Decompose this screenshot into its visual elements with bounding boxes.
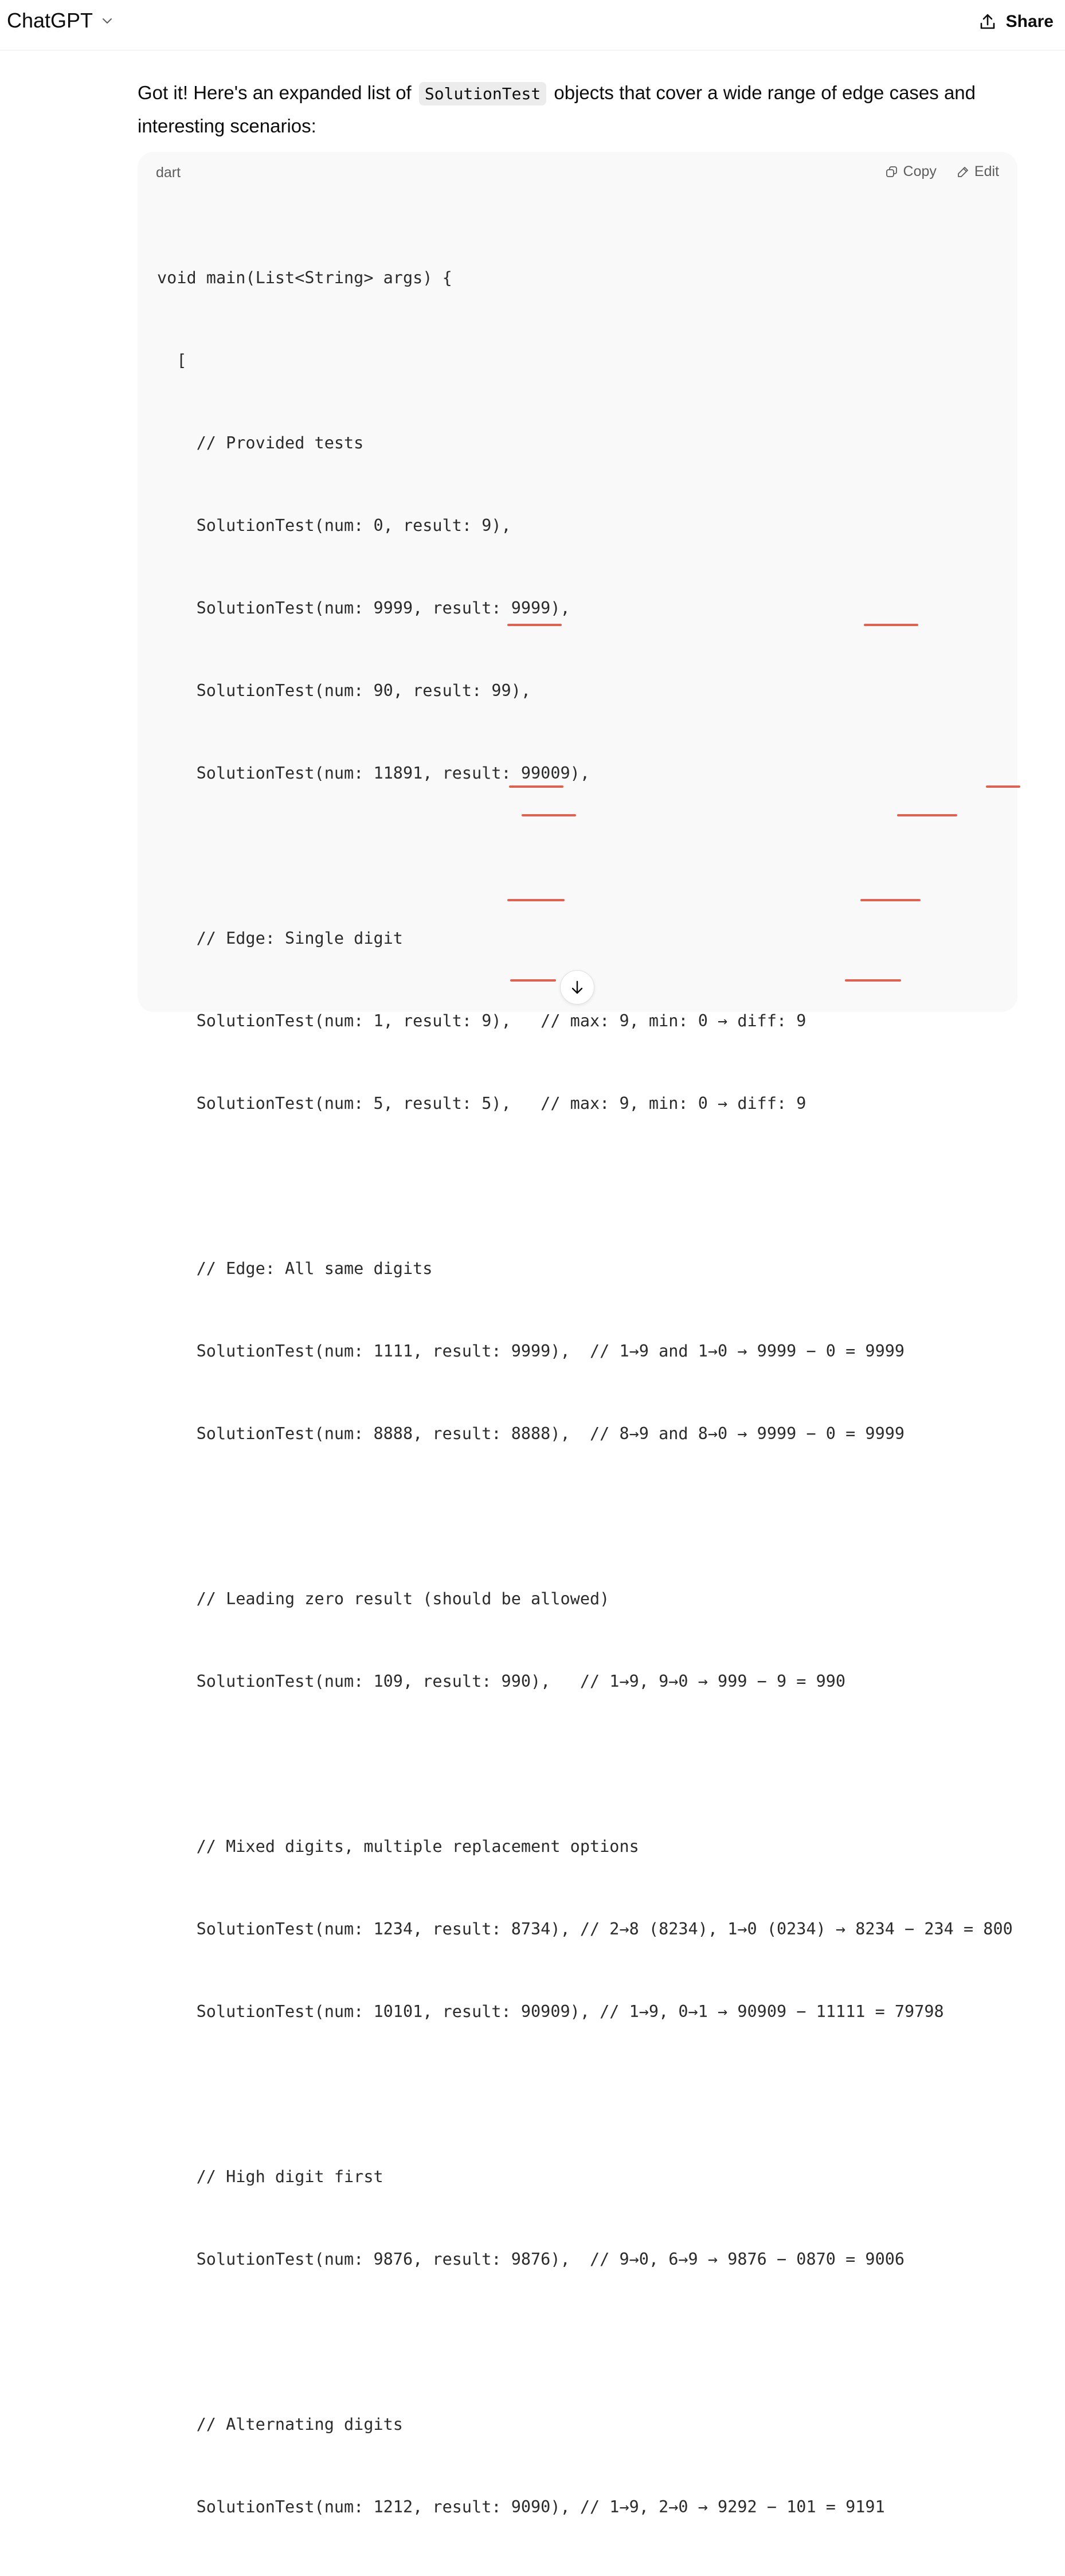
code-line: SolutionTest(num: 8888, result: 8888), // 8→9 and 8→0 → 9999 − 0 = 9999 bbox=[157, 1424, 905, 1443]
annotation-underline bbox=[522, 814, 576, 816]
code-line: // Mixed digits, multiple replacement options bbox=[157, 1837, 639, 1856]
copy-icon bbox=[885, 165, 899, 179]
pencil-icon bbox=[956, 165, 970, 179]
annotation-underline bbox=[860, 899, 921, 901]
code-line: SolutionTest(num: 10101, result: 90909), // 1→9, 0→1 → 90909 − 11111 = 79798 bbox=[157, 2002, 944, 2021]
model-selector[interactable] bbox=[7, 8, 113, 33]
chevron-down-icon bbox=[101, 14, 113, 27]
inline-code: SolutionTest bbox=[419, 82, 546, 105]
annotation-underline bbox=[845, 979, 901, 982]
code-line: SolutionTest(num: 1212, result: 9090), // 1→9, 2→0 → 9292 − 101 = 9191 bbox=[157, 2497, 885, 2516]
copy-button[interactable] bbox=[885, 163, 937, 180]
annotation-underline bbox=[864, 624, 918, 626]
edit-label: Edit bbox=[974, 163, 999, 179]
intro-text-before: Got it! Here's an expanded list of bbox=[138, 82, 412, 103]
annotation-underline bbox=[507, 899, 565, 901]
annotation-underline bbox=[509, 785, 563, 788]
code-line: SolutionTest(num: 5, result: 5), // max: 9, min: 0 → diff: 9 bbox=[157, 1094, 806, 1113]
code-content bbox=[157, 209, 1013, 2576]
code-line: SolutionTest(num: 1234, result: 8734), // 2→8 (8234), 1→0 (0234) → 8234 − 234 = 800 bbox=[157, 1920, 1013, 1938]
share-button[interactable] bbox=[978, 9, 1054, 34]
share-icon bbox=[978, 13, 997, 31]
code-line: SolutionTest(num: 9999, result: 9999), bbox=[157, 599, 570, 617]
copy-label: Copy bbox=[903, 163, 937, 179]
code-line: // Edge: All same digits bbox=[157, 1259, 433, 1278]
code-line: SolutionTest(num: 9876, result: 9876), // 9→0, 6→9 → 9876 − 0870 = 9006 bbox=[157, 2250, 905, 2269]
intro-text-after: objects that cover a wide range of edge cases and interesting scenarios: bbox=[138, 82, 976, 136]
annotation-underline bbox=[986, 785, 1020, 788]
code-line: SolutionTest(num: 11891, result: 99009), bbox=[157, 764, 590, 783]
annotation-underline bbox=[897, 814, 957, 816]
code-line bbox=[157, 1172, 1013, 1200]
annotation-underline bbox=[507, 624, 562, 626]
code-line bbox=[157, 1503, 1013, 1530]
code-block bbox=[138, 152, 1017, 2516]
code-line bbox=[157, 842, 1013, 870]
code-line bbox=[157, 1750, 1013, 1778]
edit-button[interactable] bbox=[956, 163, 999, 180]
code-line: SolutionTest(num: 1, result: 9), // max: 9, min: 0 → diff: 9 bbox=[157, 1011, 806, 1030]
code-line: SolutionTest(num: 90, result: 99), bbox=[157, 681, 531, 700]
code-line: // Edge: Single digit bbox=[157, 929, 403, 948]
code-line: // High digit first bbox=[157, 2167, 383, 2186]
arrow-down-icon bbox=[569, 979, 586, 996]
code-line bbox=[157, 2081, 1013, 2108]
code-line: SolutionTest(num: 1111, result: 9999), // 1→9 and 1→0 → 9999 − 0 = 9999 bbox=[157, 1342, 905, 1361]
assistant-message-intro bbox=[138, 77, 997, 142]
annotation-underline bbox=[510, 979, 556, 982]
code-line: SolutionTest(num: 109, result: 990), // 1→9, 9→0 → 999 − 9 = 990 bbox=[157, 1672, 846, 1691]
share-label: Share bbox=[1005, 12, 1054, 31]
code-line: // Alternating digits bbox=[157, 2415, 403, 2434]
top-bar bbox=[0, 0, 1065, 50]
scroll-to-bottom-button[interactable] bbox=[560, 970, 594, 1004]
code-line: [ bbox=[157, 351, 187, 370]
code-actions bbox=[866, 163, 999, 180]
code-line: // Leading zero result (should be allowed) bbox=[157, 1589, 610, 1608]
app-title: ChatGPT bbox=[7, 9, 93, 32]
code-line: SolutionTest(num: 0, result: 9), bbox=[157, 516, 511, 535]
code-line: void main(List<String> args) { bbox=[157, 268, 452, 287]
code-line: // Provided tests bbox=[157, 433, 364, 452]
code-language-label: dart bbox=[156, 165, 181, 181]
code-line bbox=[157, 2328, 1013, 2356]
